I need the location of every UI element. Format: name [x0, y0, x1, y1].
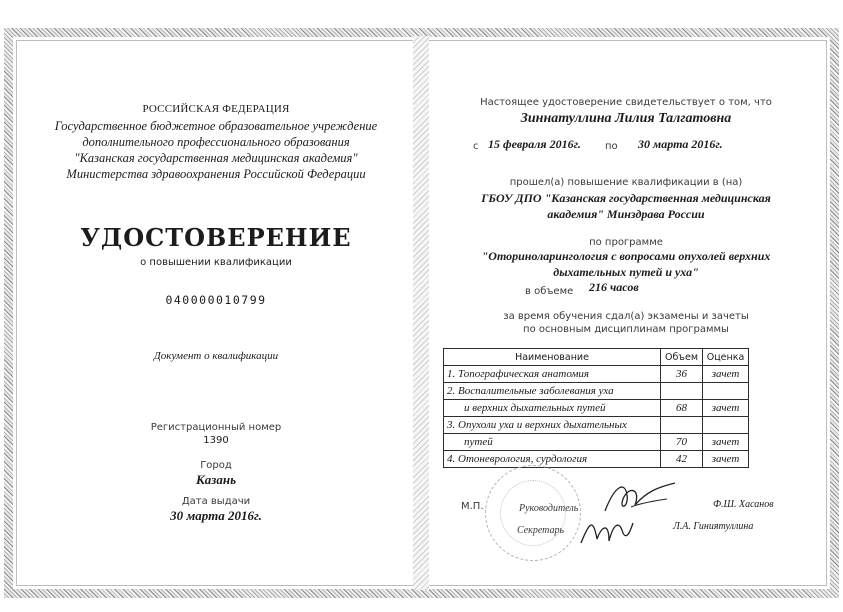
- table-row: [444, 451, 749, 468]
- discipline-volume: [661, 383, 703, 400]
- table-row: [444, 400, 749, 417]
- passed-label: прошел(а) повышение квалификации в (на): [509, 177, 743, 188]
- discipline-volume: 42: [661, 451, 703, 468]
- discipline-volume: [661, 417, 703, 434]
- secretary-name: Л.А. Гиниятуллина: [673, 521, 754, 532]
- program-label: по программе: [589, 237, 663, 248]
- discipline-grade: [703, 417, 749, 434]
- volume-label: в объеме: [525, 286, 574, 297]
- institution-line-2: академия" Минздрава России: [547, 207, 705, 221]
- document-type: Документ о квалификации: [153, 350, 279, 362]
- table-row: [444, 383, 749, 400]
- discipline-name: 4. Отоневрология, сурдология: [444, 451, 661, 468]
- column-header-grade: Оценка: [703, 349, 749, 366]
- discipline-grade: зачет: [703, 434, 749, 451]
- discipline-name: 2. Воспалительные заболевания уха: [444, 383, 661, 400]
- organization-line-4: Министерства здравоохранения Российской Федерации: [66, 167, 366, 181]
- organization-line-1: Государственное бюджетное образовательное учреждение: [54, 119, 378, 133]
- table-row: [444, 434, 749, 451]
- discipline-volume: 70: [661, 434, 703, 451]
- discipline-grade: зачет: [703, 400, 749, 417]
- discipline-grade: [703, 383, 749, 400]
- certificate-intro: Настоящее удостоверение свидетельствует о том, что: [480, 97, 772, 108]
- registration-number-label: Регистрационный номер: [150, 422, 282, 433]
- document-number: 040000010799: [165, 293, 267, 307]
- exams-table: [443, 348, 749, 468]
- discipline-name: и верхних дыхательных путей: [444, 400, 661, 417]
- head-role: Руководитель: [519, 503, 579, 514]
- city-label: Город: [200, 460, 232, 471]
- program-line-1: "Оториноларингология с вопросами опухолей верхних: [481, 249, 771, 263]
- discipline-grade: зачет: [703, 366, 749, 383]
- city-value: Казань: [195, 472, 237, 487]
- period-to-label: по: [605, 141, 618, 152]
- registration-number: 1390: [203, 435, 229, 446]
- left-page: [22, 45, 410, 585]
- column-header-name: Наименование: [444, 349, 661, 366]
- discipline-name: 3. Опухоли уха и верхних дыхательных: [444, 417, 661, 434]
- issue-date: 30 марта 2016г.: [170, 508, 262, 523]
- discipline-volume: 68: [661, 400, 703, 417]
- issue-date-label: Дата выдачи: [181, 496, 251, 507]
- organization-line-3: "Казанская государственная медицинская академия": [74, 151, 358, 165]
- secretary-role: Секретарь: [517, 525, 565, 536]
- exams-line-1: за время обучения сдал(а) экзамены и зачеты: [503, 311, 749, 322]
- organization-line-2: дополнительного профессионального образования: [82, 135, 350, 149]
- discipline-volume: 36: [661, 366, 703, 383]
- secretary-signature: [579, 513, 635, 547]
- volume-value: 216 часов: [589, 280, 639, 294]
- institution-line-1: ГБОУ ДПО "Казанская государственная медицинская: [481, 191, 771, 205]
- table-header-row: [444, 349, 749, 366]
- program-line-2: дыхательных путей и уха": [553, 265, 699, 279]
- document-title: УДОСТОВЕРЕНИЕ: [80, 223, 352, 252]
- column-header-volume: Объем: [661, 349, 703, 366]
- period-to-date: 30 марта 2016г.: [638, 137, 723, 151]
- discipline-grade: зачет: [703, 451, 749, 468]
- period-from-label: с: [473, 141, 479, 152]
- right-page: [433, 45, 819, 585]
- seal-place-label: М.П.: [461, 501, 484, 512]
- discipline-name: путей: [444, 434, 661, 451]
- table-row: [444, 366, 749, 383]
- exams-line-2: по основным дисциплинам программы: [523, 324, 729, 335]
- discipline-name: 1. Топографическая анатомия: [444, 366, 661, 383]
- holder-name: Зиннатуллина Лилия Талгатовна: [520, 111, 732, 126]
- country-heading: РОССИЙСКАЯ ФЕДЕРАЦИЯ: [142, 103, 290, 115]
- center-fold: [413, 36, 429, 590]
- head-name: Ф.Ш. Хасанов: [713, 499, 774, 510]
- document-subtitle: о повышении квалификации: [140, 257, 292, 268]
- table-row: [444, 417, 749, 434]
- period-from-date: 15 февраля 2016г.: [488, 137, 581, 151]
